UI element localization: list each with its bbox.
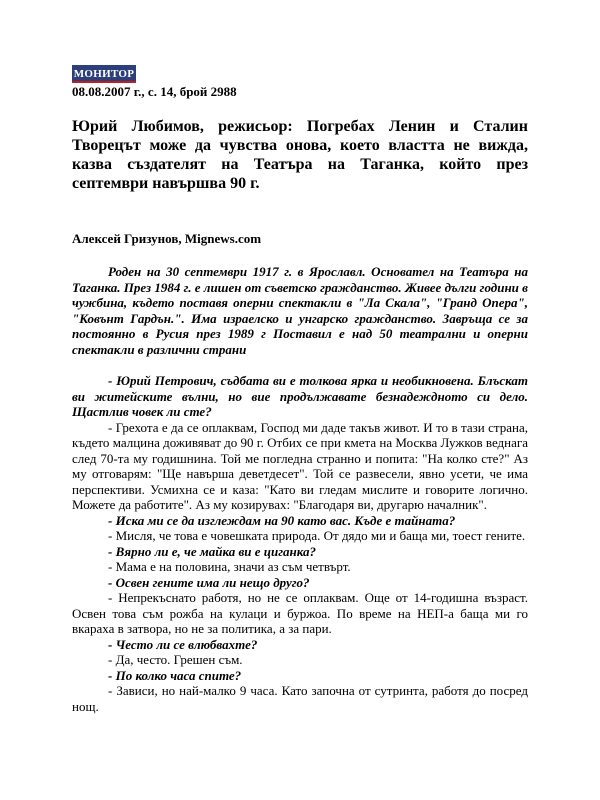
interview-question: - Често ли се влюбвахте?	[108, 636, 258, 652]
interview-question: - Освен гените има ли нещо друго?	[108, 574, 310, 590]
interview-answer: - Мама е на половина, значи аз съм четвърт.	[108, 559, 351, 574]
article-author: Алексей Гризунов, Mignews.com	[72, 231, 262, 246]
interview-answer: - Грехота е да се оплаквам, Господ ми даде такъв живот. И то в тази страна, където малцина доживяват до 90 г. Отбих се при кмета на Москва Лужков веднага след 70-та му годишнина. Той ме погледна странно и попита: "На колко сте?" Аз му отговарям: "Ще навърша деветдесет". Той се развесели, явно усети, че има перспективи. Усмихна се и каза: "Като ви гледам мислите и говорите логично. Можете да работите". Аз му козирувах: "Благодаря ви, другарю началник".	[72, 419, 528, 512]
article-page	[72, 64, 528, 714]
interview-body	[72, 373, 528, 714]
interview-question: - Иска ми се да изглеждам на 90 като вас. Къде е тайната?	[108, 512, 456, 528]
issue-line: 08.08.2007 г., с. 14, брой 2988	[72, 84, 237, 99]
article-headline: Юрий Любимов, режисьор: Погребах Ленин и Сталин Творецът може да чувства онова, което властта не вижда, казва създателят на Театъра на Таганка, който през септември навършва 90 г.	[72, 118, 528, 192]
interview-answer: - Зависи, но най-малко 9 часа. Като започна от сутринта, работя до посред нощ.	[72, 683, 528, 714]
article-lead: Роден на 30 септември 1917 г. в Ярославл. Основател на Театъра на Таганка. През 1984 г. е лишен от съветско гражданство. Живее дълги години в чужбина, където поставя оперни спектакли в "Ла Скала", "Гранд Опера", "Ковънт Гардън.". Има израелско и унгарско гражданство. Завръща се за постоянно в Русия през 1989 г Поставил е над 50 театрални и оперни спектакли в различни страни	[72, 264, 528, 357]
interview-answer: - Мисля, че това е човешката природа. От дядо ми и баща ми, тоест гените.	[108, 528, 526, 543]
interview-answer: - Да, често. Грешен съм.	[108, 652, 243, 667]
interview-question: - Вярно ли е, че майка ви е циганка?	[108, 543, 317, 559]
interview-question: - Юрий Петрович, съдбата ви е толкова ярка и необикновена. Блъскат ви житейските вълни, но вие продължавате безнадеждното си дело. Щастлив човек ли сте?	[72, 373, 528, 419]
newspaper-logo: МОНИТОР	[72, 65, 136, 83]
interview-question: - По колко часа спите?	[108, 667, 242, 683]
interview-answer: - Непрекъснато работя, но не се оплаквам. Още от 14-годишна възраст. Освен това съм рожба на кулаци и буржоа. По време на НЕП-а баща ми го вкараха в затвора, но не за политика, а за пари.	[72, 590, 528, 636]
